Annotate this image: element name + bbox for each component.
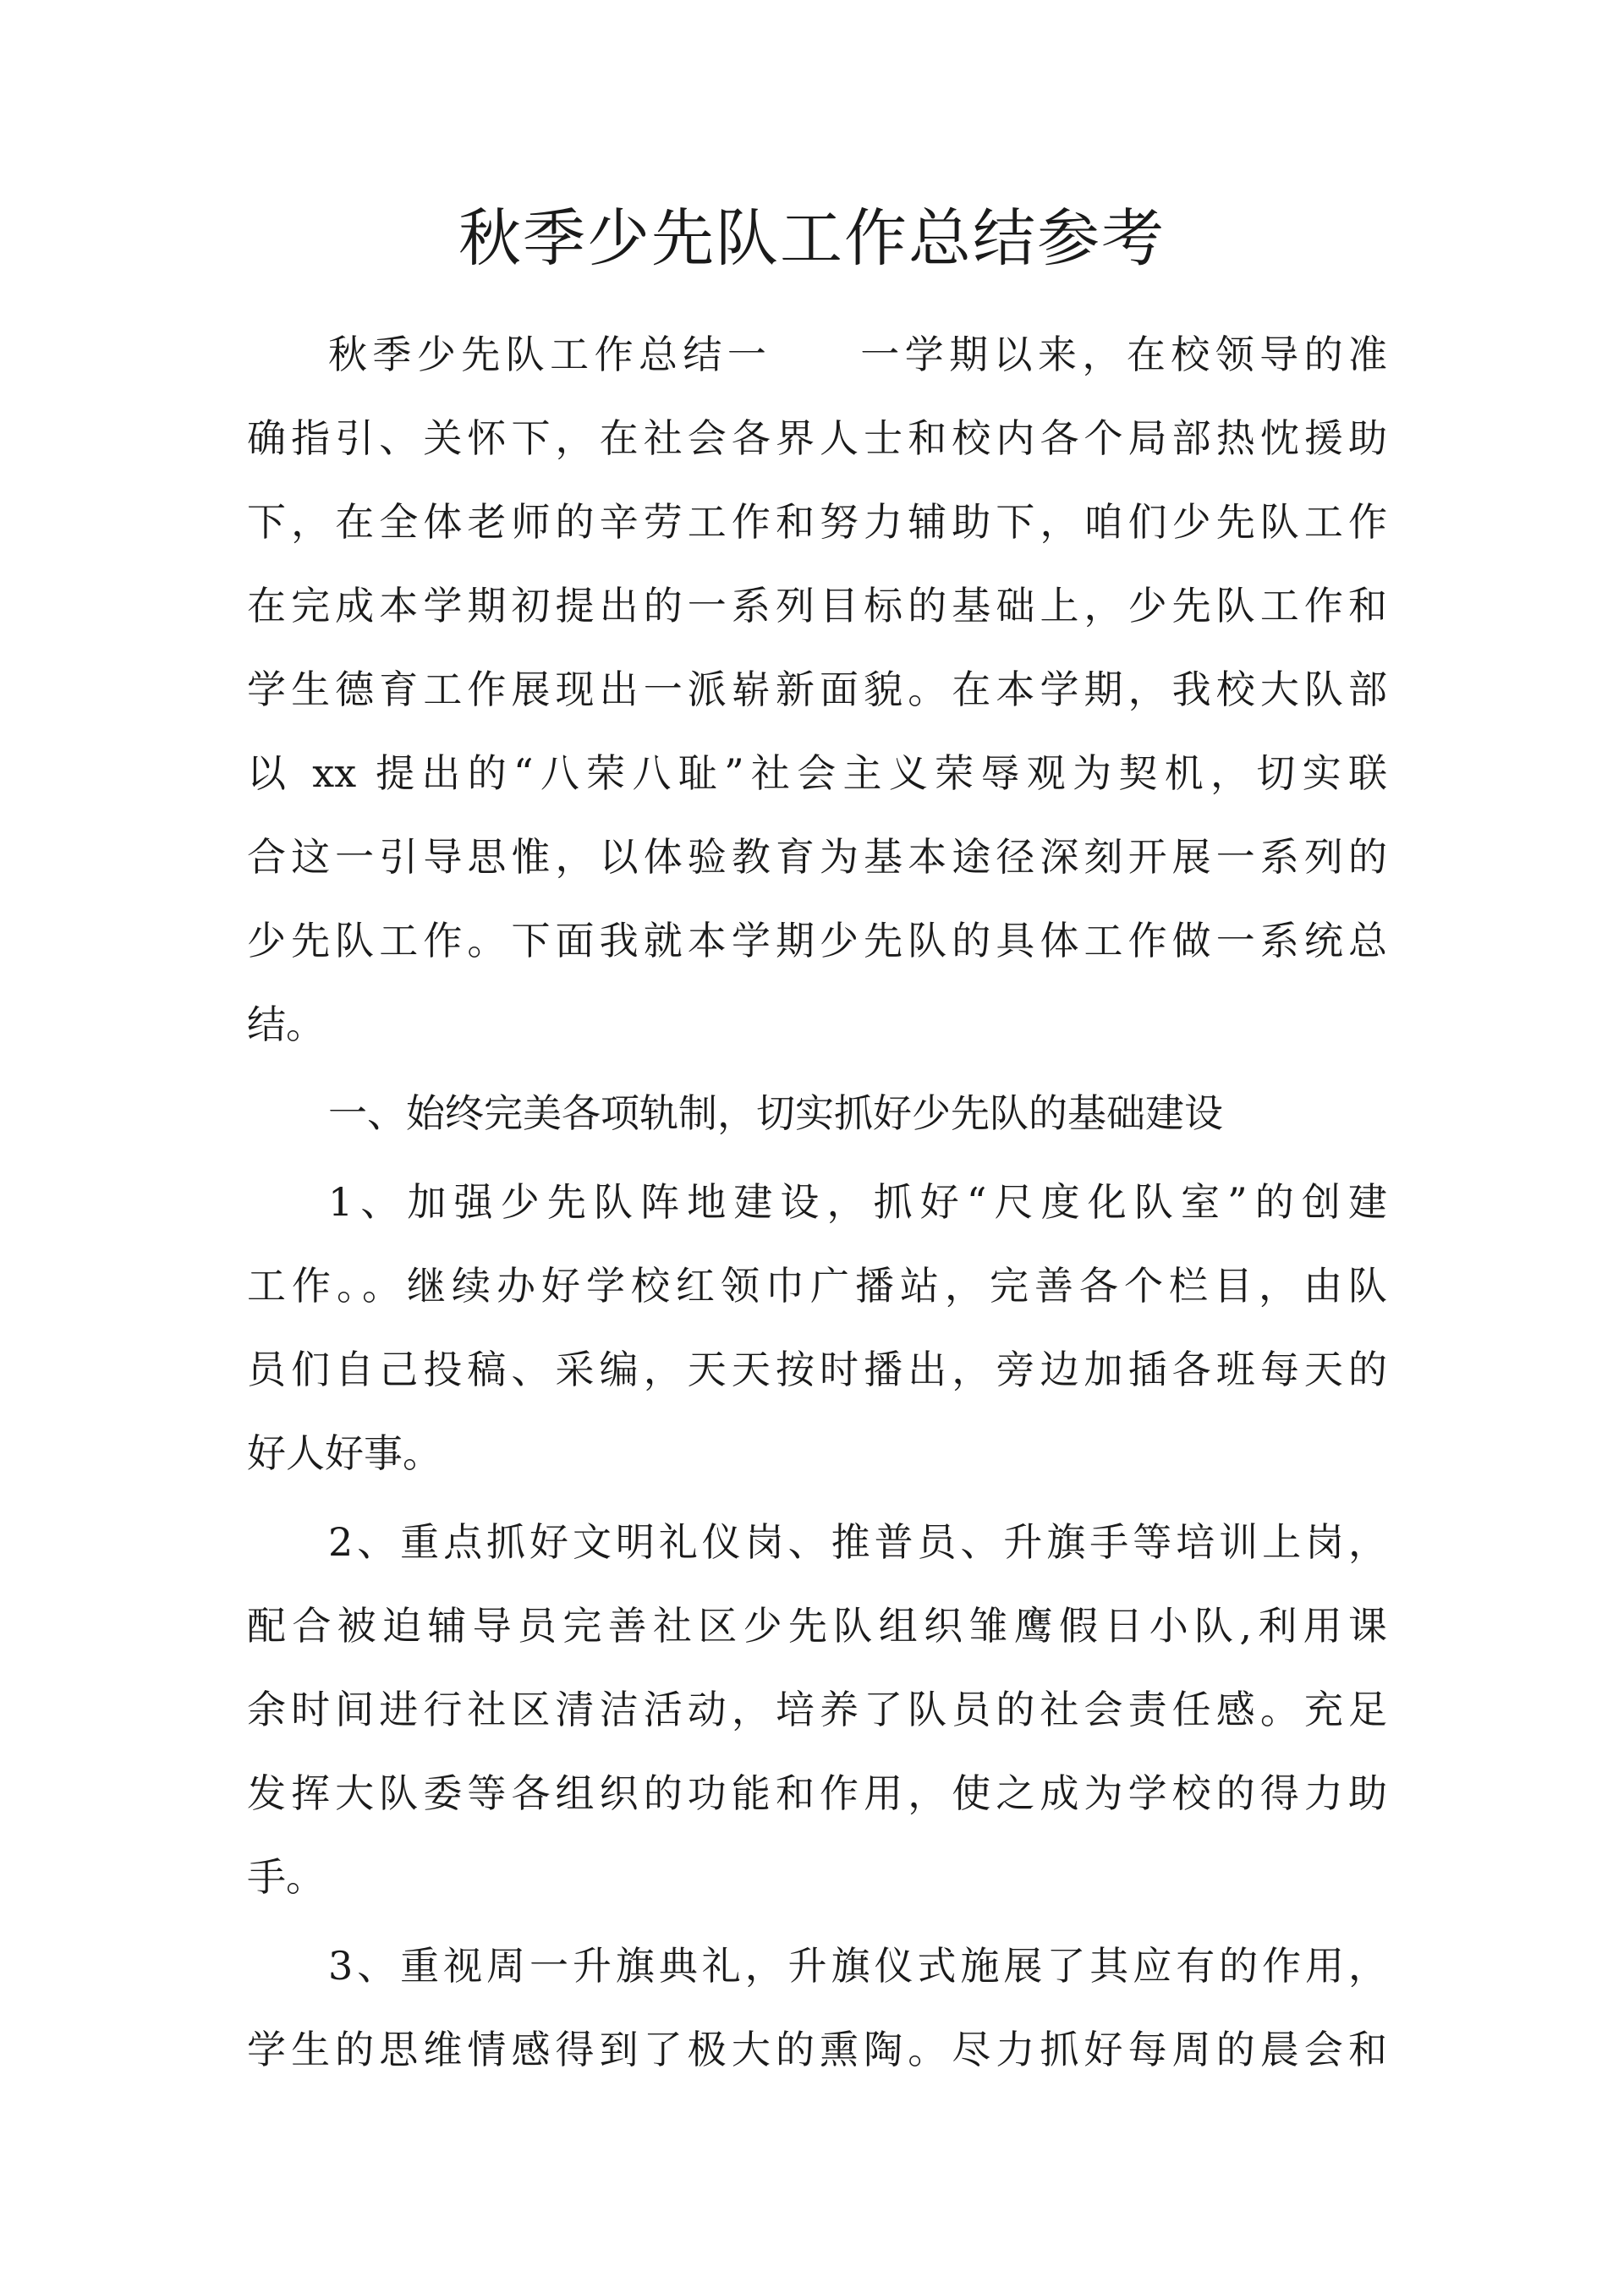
text-line: 秋季少先队工作总结一 一学期以来，在校领导的准 xyxy=(328,332,1387,377)
text-line: 以 xx 提出的“八荣八耻”社会主义荣辱观为契机，切实联 xyxy=(247,750,1387,796)
text-line: 学生德育工作展现出一派崭新面貌。在本学期，我校大队部 xyxy=(247,667,1387,712)
text-line: 少先队工作。下面我就本学期少先队的具体工作做一系统总 xyxy=(247,918,1387,963)
text-line: 在完成本学期初提出的一系列目标的基础上，少先队工作和 xyxy=(247,583,1387,628)
text-line: 发挥大队委等各组织的功能和作用，使之成为学校的得力助 xyxy=(247,1770,1387,1816)
text-line: 确指引、关怀下，在社会各界人士和校内各个局部热忱援助 xyxy=(247,415,1387,461)
text-line: 配合被迫辅导员完善社区少先队组织雏鹰假日小队,利用课 xyxy=(247,1603,1387,1649)
section-heading: 一、始终完美各项轨制，切实抓好少先队的基础建设 xyxy=(328,1090,1223,1136)
text-line: 合这一引导思惟，以体验教育为基本途径深刻开展一系列的 xyxy=(247,834,1387,880)
text-line: 好人好事。 xyxy=(247,1430,442,1476)
text-line: 手。 xyxy=(247,1854,325,1900)
text-line: 工作。。继续办好学校红领巾广播站，完善各个栏目，由队 xyxy=(247,1263,1387,1309)
text-line: 学生的思维情感得到了极大的熏陶。尽力抓好每周的晨会和 xyxy=(247,2027,1387,2072)
text-line: 下，在全体老师的辛劳工作和努力辅助下，咱们少先队工作 xyxy=(247,499,1387,545)
text-line: 员们自己投稿、采编，天天按时播出，旁边加插各班每天的 xyxy=(247,1347,1387,1392)
document-title: 秋季少先队工作总结参考 xyxy=(458,202,1166,275)
text-line: 结。 xyxy=(247,1002,325,1047)
text-line: 余时间进行社区清洁活动，培养了队员的社会责任感。充足 xyxy=(247,1687,1387,1732)
text-line: 1、加强少先队阵地建设，抓好“尺度化队室”的创建 xyxy=(328,1179,1387,1225)
text-line: 3、重视周一升旗典礼，升旗仪式施展了其应有的作用， xyxy=(328,1943,1387,1989)
text-line: 2、重点抓好文明礼仪岗、推普员、升旗手等培训上岗， xyxy=(328,1519,1387,1565)
document-body xyxy=(247,313,1387,2092)
